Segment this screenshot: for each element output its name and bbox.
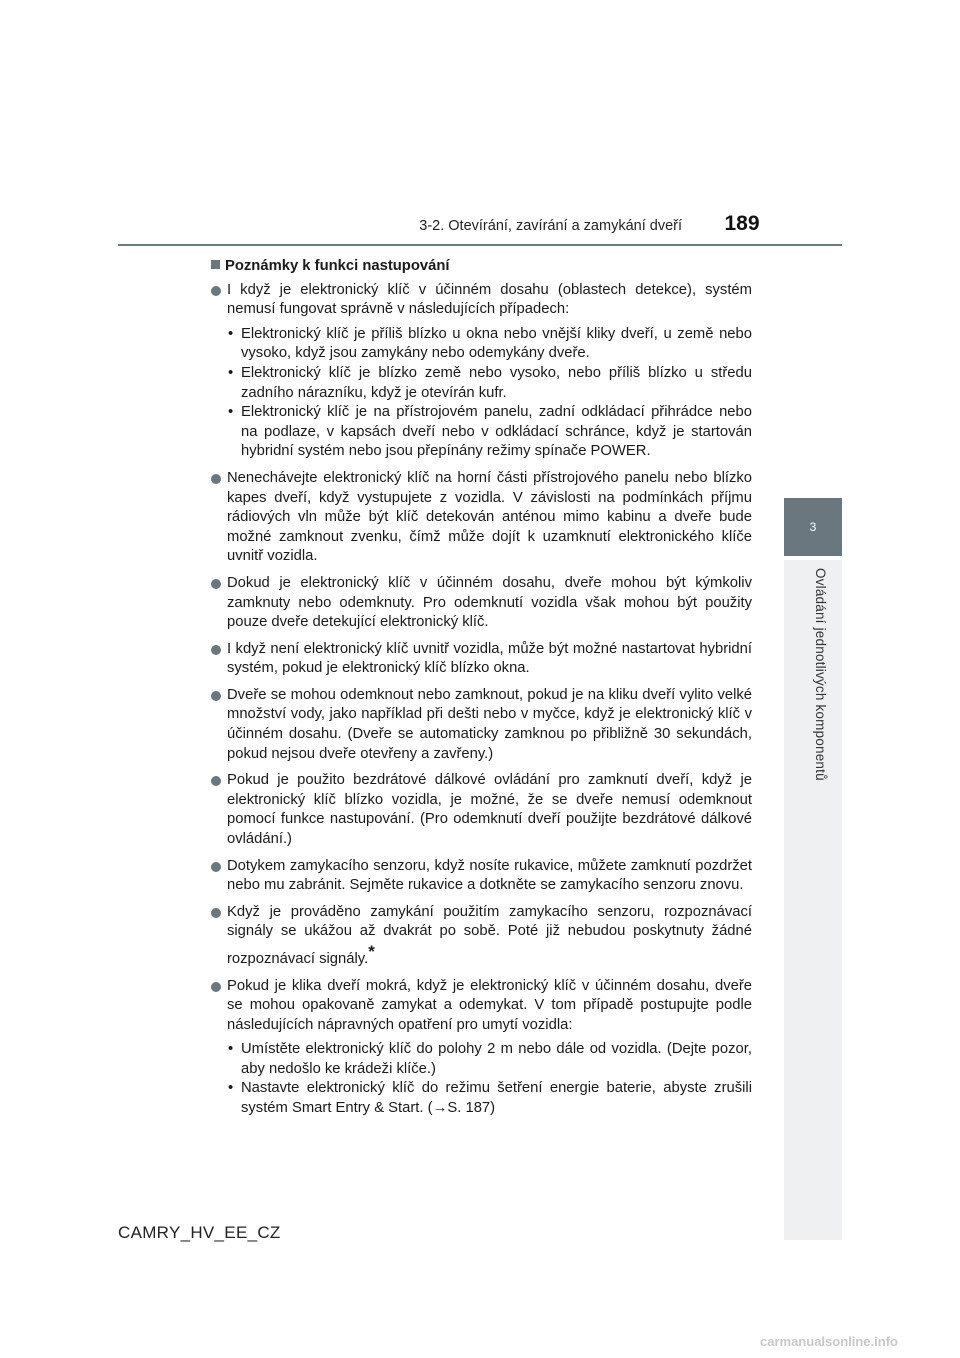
sub-list-item-text: Elektronický klíč je příliš blízko u okna nebo vnější kliky dveří, u země nebo vysoko, když jsou zamykány nebo odemykány dveře. bbox=[241, 325, 752, 362]
dot-bullet-icon: • bbox=[228, 404, 234, 421]
watermark-text: carmanualsonline.info bbox=[760, 1334, 898, 1349]
note-item-text: I když není elektronický klíč uvnitř vozidla, může být možné nastartovat hybridní systém, pokud je elektronický klíč blízko okna. bbox=[227, 640, 752, 677]
circle-bullet-icon bbox=[211, 474, 221, 484]
sub-list bbox=[227, 1040, 752, 1118]
sub-list-item bbox=[227, 364, 752, 403]
page-number: 189 bbox=[724, 212, 760, 235]
dot-bullet-icon: • bbox=[228, 1080, 234, 1097]
chapter-tab-title: Ovládání jednotlivých komponentů bbox=[813, 568, 828, 781]
note-item bbox=[211, 281, 752, 462]
sub-list-item bbox=[227, 325, 752, 364]
circle-bullet-icon bbox=[211, 908, 221, 918]
sub-list-item bbox=[227, 403, 752, 462]
note-item-text: Pokud je klika dveří mokrá, když je elektronický klíč v účinném dosahu, dveře se mohou opakovaně zamykat a odemykat. V tom případě postupujte podle následujících nápravných opatření pro umytí vozidla: bbox=[227, 977, 752, 1033]
circle-bullet-icon bbox=[211, 862, 221, 872]
dot-bullet-icon: • bbox=[228, 364, 234, 381]
footnote-mark: * bbox=[368, 942, 375, 961]
note-item-text: Dotykem zamykacího senzoru, když nosíte rukavice, můžete zamknutí pozdržet nebo mu zabránit. Sejměte rukavice a dotkněte se zamykacího senzoru znovu. bbox=[227, 857, 752, 894]
document-code: CAMRY_HV_EE_CZ bbox=[118, 1223, 281, 1242]
circle-bullet-icon bbox=[211, 691, 221, 701]
note-item bbox=[211, 686, 752, 764]
note-item bbox=[211, 771, 752, 849]
circle-bullet-icon bbox=[211, 286, 221, 296]
circle-bullet-icon bbox=[211, 579, 221, 589]
note-item bbox=[211, 574, 752, 633]
circle-bullet-icon bbox=[211, 776, 221, 786]
sub-list-item-text: Elektronický klíč je na přístrojovém panelu, zadní odkládací přihrádce nebo na podlaze, v kapsách dveří nebo v odkládací schránce, když je startován hybridní systém nebo jsou přepínány režimy spínače POWER. bbox=[241, 404, 752, 460]
note-item-text: Když je prováděno zamykání použitím zamykacího senzoru, rozpoznávací signály se ukážou až dvakrát po sobě. Poté již nebudou poskytnuty žádné rozpoznávací signály. bbox=[227, 903, 752, 967]
dot-bullet-icon: • bbox=[228, 1041, 234, 1058]
sub-list-item-text: Nastavte elektronický klíč do režimu šetření energie baterie, abyste zrušili systém Smart Entry & Start. (→S. 187) bbox=[241, 1080, 752, 1117]
note-item-text: I když je elektronický klíč v účinném dosahu (oblastech detekce), systém nemusí fungovat správně v následujících případech: bbox=[227, 281, 752, 318]
sub-list-item bbox=[227, 1040, 752, 1079]
note-item bbox=[211, 640, 752, 679]
running-header-section-title: 3-2. Otevírání, zavírání a zamykání dveří bbox=[419, 218, 682, 234]
chapter-tab-number: 3 bbox=[784, 498, 842, 556]
note-item-text: Dokud je elektronický klíč v účinném dosahu, dveře mohou být kýmkoliv zamknuty nebo odemknuty. Pro odemknutí vozidla však mohou být použity pouze dveře detekující elektronický klíč. bbox=[227, 574, 752, 631]
section-heading-text: Poznámky k funkci nastupování bbox=[225, 258, 450, 274]
sub-list-item-text: Elektronický klíč je blízko země nebo vysoko, nebo příliš blízko u středu zadního nárazníku, když je otevírán kufr. bbox=[241, 364, 752, 401]
note-item bbox=[211, 857, 752, 896]
dot-bullet-icon: • bbox=[228, 325, 234, 342]
note-item bbox=[211, 903, 752, 970]
square-bullet-icon bbox=[211, 260, 220, 269]
note-item-text: Pokud je použito bezdrátové dálkové ovládání pro zamknutí dveří, když je elektronický klíč blízko vozidla, je možné, že se dveře nemusí odemknout pomocí funkce nastupování. (Pro odemknutí dveří použijte bezdrátové dálkové ovládání.) bbox=[227, 772, 752, 848]
note-item bbox=[211, 977, 752, 1119]
sub-list-item bbox=[227, 1079, 752, 1118]
note-item-text: Dveře se mohou odemknout nebo zamknout, pokud je na kliku dveří vylito velké množství vody, jako například při dešti nebo v myčce, když je elektronický klíč v účinném dosahu. (Dveře se automaticky zamknou po přibližně 30 sekundách, pokud nejsou dveře otevřeny a zavřeny.) bbox=[227, 686, 752, 762]
note-item-text: Nenechávejte elektronický klíč na horní části přístrojového panelu nebo blízko kapes dveří, když vystupujete z vozidla. V závislosti na podmínkách příjmu rádiových vln může být klíč detekován anténou mimo kabinu a dveře bude možné zamknout zvenku, čímž může dojít k uzamknutí elektronického klíče uvnitř vozidla. bbox=[227, 469, 752, 565]
header-divider bbox=[118, 244, 842, 246]
page-content bbox=[211, 257, 752, 1126]
circle-bullet-icon bbox=[211, 982, 221, 992]
note-item bbox=[211, 469, 752, 567]
notes-list bbox=[211, 281, 752, 1119]
sub-list-item-text: Umístěte elektronický klíč do polohy 2 m nebo dále od vozidla. (Dejte pozor, aby nedošlo ke krádeži klíče.) bbox=[241, 1041, 752, 1077]
sub-list bbox=[227, 325, 752, 462]
section-heading bbox=[211, 257, 752, 277]
circle-bullet-icon bbox=[211, 645, 221, 655]
